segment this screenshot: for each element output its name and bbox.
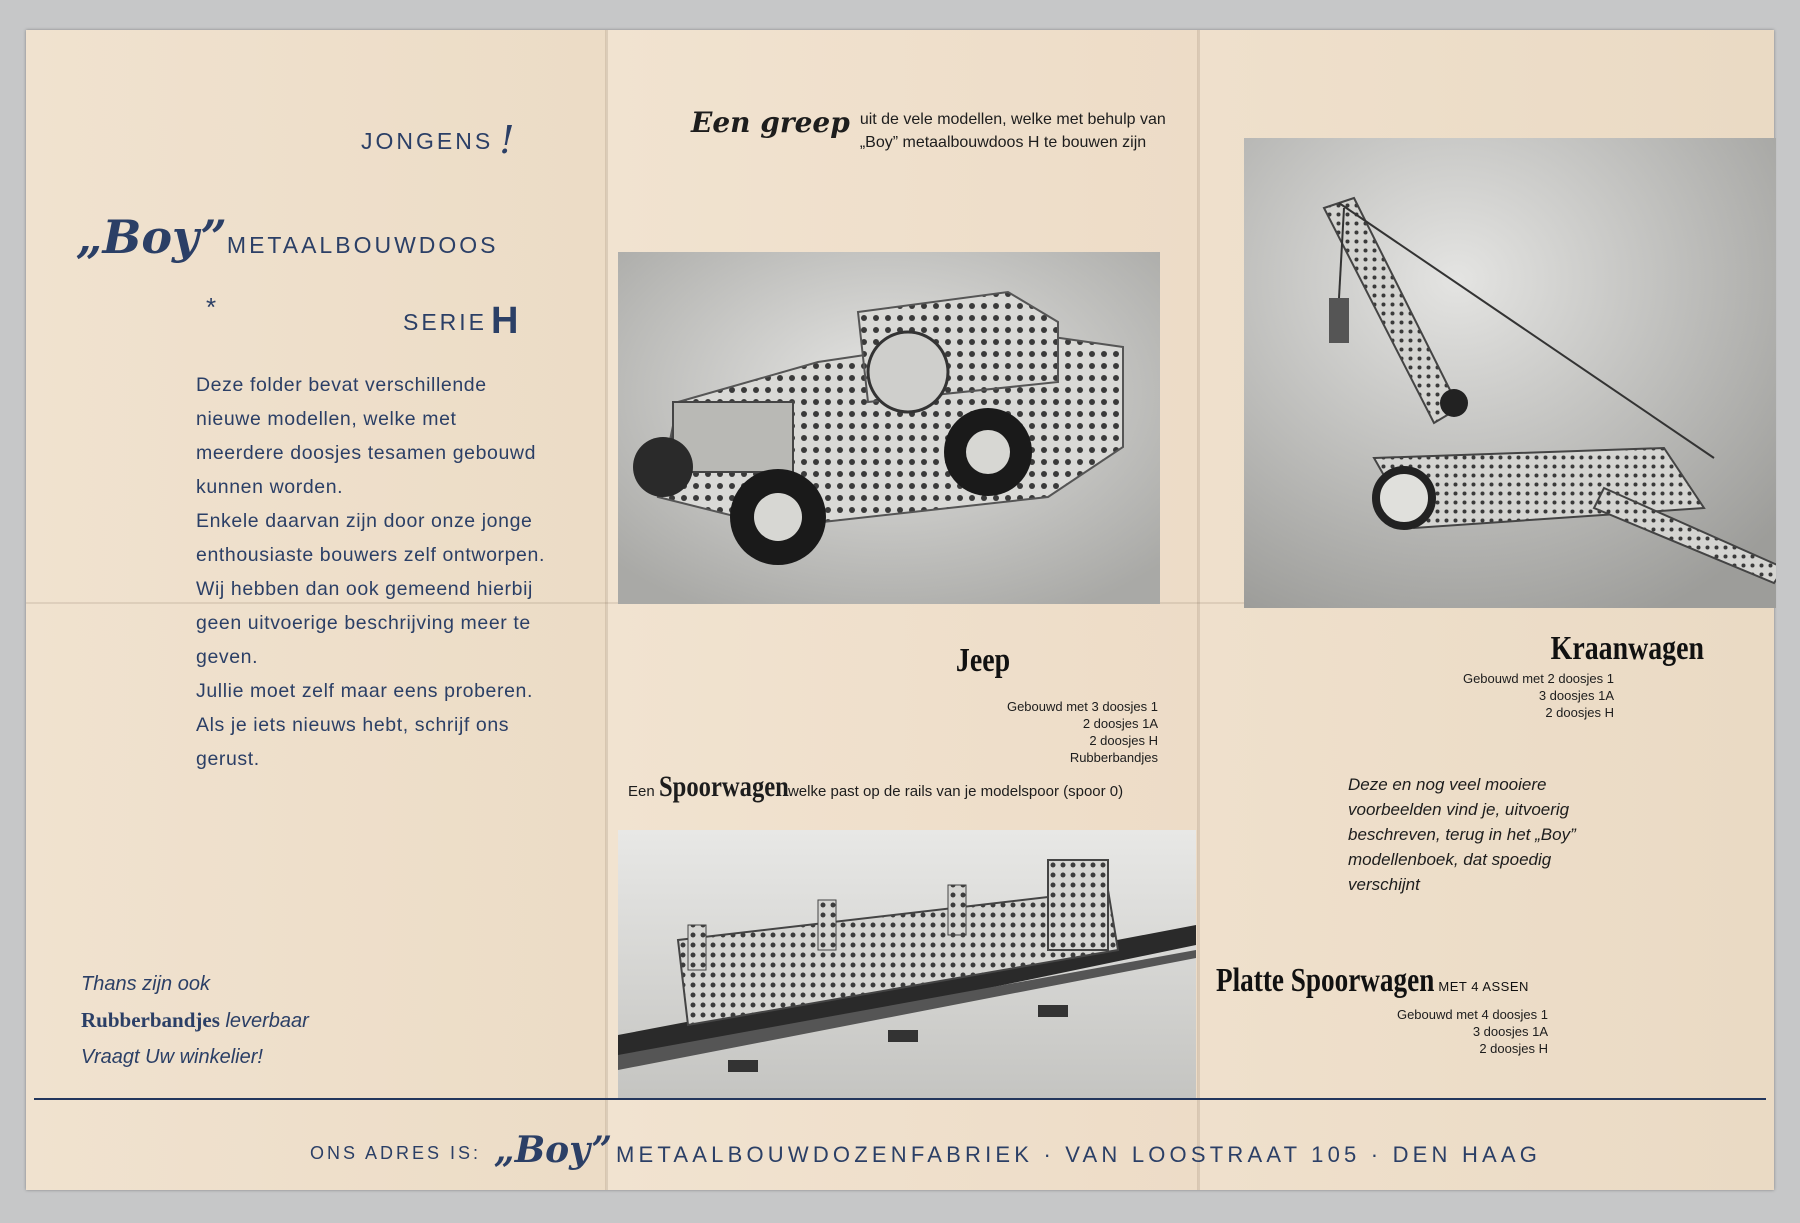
spec-line: 2 doosjes 1A	[1082, 716, 1158, 731]
jeep-title: Jeep	[955, 642, 1010, 679]
caption-post: welke past op de rails van je modelspoor (spoor 0)	[787, 783, 1124, 800]
note-line: Thans zijn ook	[81, 973, 210, 995]
jeep-specs	[1007, 698, 1158, 766]
address-footer	[26, 1129, 1774, 1173]
intro-paragraph: Enkele daarvan zijn door onze jonge enthousiaste bouwers zelf ontworpen.	[196, 510, 545, 566]
footer-rule	[34, 1098, 1766, 1100]
note-line	[81, 1002, 309, 1039]
exclaim-mark: !	[499, 118, 518, 162]
serie-letter: H	[491, 300, 519, 342]
serie-text: SERIE	[403, 309, 488, 335]
spec-line: Gebouwd met 4 doosjes 1	[1396, 1007, 1548, 1022]
kraanwagen-photo	[1244, 138, 1776, 608]
fold-line-right	[1197, 30, 1200, 1190]
promo-text: Deze en nog veel mooiere voorbeelden vind je, uitvoerig beschreven, terug in het „Boy” modellenboek, dat spoedig verschijnt	[1348, 775, 1576, 894]
footer-boy-logo: „Boy”	[494, 1129, 613, 1171]
platte-specs	[1397, 1006, 1548, 1057]
greep-text: uit de vele modellen, welke met behulp van „Boy” metaalbouwdoos H te bouwen zijn	[859, 111, 1166, 151]
spec-line: Gebouwd met 2 doosjes 1	[1462, 671, 1614, 686]
jeep-photo	[618, 252, 1160, 604]
product-name: METAALBOUWDOOS	[226, 232, 499, 258]
intro-text	[196, 368, 548, 776]
greep-heading: Een greep	[691, 106, 850, 139]
spoorwagen-caption	[628, 770, 1123, 804]
platte-suffix: MET 4 ASSEN	[1438, 979, 1529, 994]
spec-line: 3 doosjes 1A	[1538, 688, 1614, 703]
kraanwagen-specs	[1463, 670, 1614, 721]
intro-paragraph: Jullie moet zelf maar eens proberen. Als je iets nieuws hebt, schrijf ons gerust.	[196, 680, 534, 770]
platte-title: Platte Spoorwagen	[1216, 962, 1435, 999]
spoorwagen-title: Spoorwagen	[659, 770, 790, 803]
rubberbandjes-note	[81, 966, 309, 1075]
kraanwagen-title: Kraanwagen	[1550, 630, 1704, 667]
address-label: ONS ADRES IS:	[310, 1143, 482, 1163]
spec-line: 2 doosjes H	[1479, 1041, 1548, 1056]
fold-line-left	[605, 30, 608, 1190]
intro-greep	[691, 108, 1171, 154]
star-icon: *	[206, 292, 217, 322]
note-line: Vraagt Uw winkelier!	[81, 1046, 263, 1068]
note-bold: Rubberbandjes	[81, 1008, 220, 1032]
address-text: METAALBOUWDOZENFABRIEK · VAN LOOSTRAAT 105 · DEN HAAG	[616, 1142, 1542, 1167]
intro-paragraph: Wij hebben dan ook gemeend hierbij geen uitvoerige beschrijving meer te geven.	[196, 578, 533, 668]
spec-line: 2 doosjes H	[1545, 705, 1614, 720]
brand-line	[76, 210, 499, 264]
spec-line: 2 doosjes H	[1089, 733, 1158, 748]
spec-line: 3 doosjes 1A	[1472, 1024, 1548, 1039]
folder-sheet	[26, 30, 1774, 1190]
serie-label	[403, 300, 518, 343]
caption-pre: Een	[628, 783, 655, 800]
jongens-heading	[361, 118, 517, 162]
intro-paragraph: Deze folder bevat verschillende nieuwe modellen, welke met meerdere doosjes tesamen gebouwd kunnen worden.	[196, 374, 537, 498]
jongens-text: JONGENS	[361, 128, 494, 154]
spec-line: Rubberbandjes	[1069, 750, 1158, 765]
note-rest: leverbaar	[225, 1010, 309, 1032]
platte-caption	[1216, 962, 1529, 1000]
spec-line: Gebouwd met 3 doosjes 1	[1006, 699, 1158, 714]
spoorwagen-photo	[618, 830, 1196, 1100]
boy-logo: „Boy”	[76, 210, 227, 264]
